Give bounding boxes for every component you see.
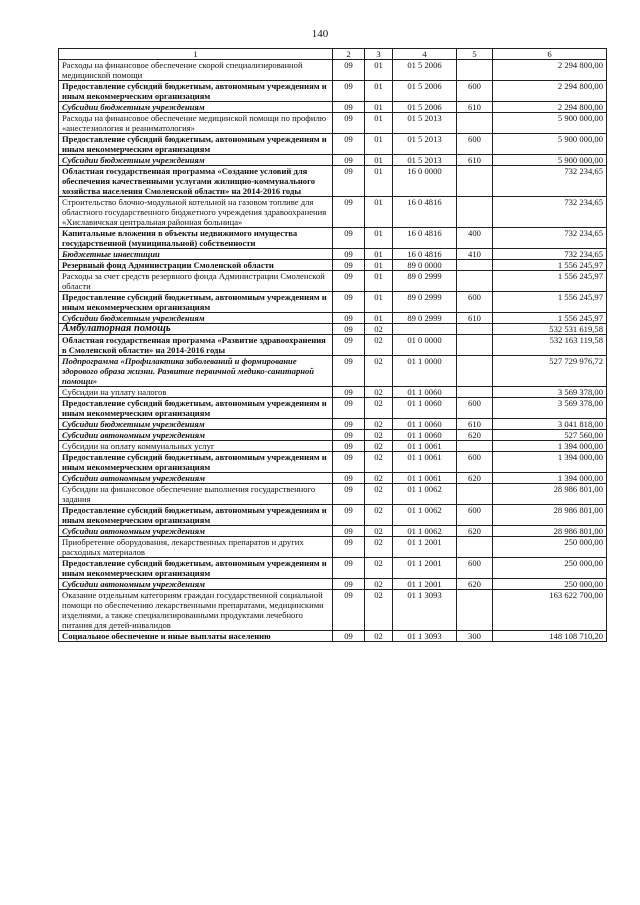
row-target-article-cell: 01 0 0000: [393, 335, 457, 356]
row-name-cell: Строительство блочно-модульной котельной на газовом топливе для областного государственного бюджетного учреждения здравоохранения «Хиславичская центральная районная больница»: [59, 197, 333, 228]
row-expense-type-cell: 600: [457, 452, 493, 473]
row-amount-cell: 1 556 245,97: [493, 271, 607, 292]
table-row: [59, 430, 607, 441]
table-row: [59, 166, 607, 197]
row-expense-type-cell: 600: [457, 81, 493, 102]
table-row: [59, 526, 607, 537]
table-row: [59, 81, 607, 102]
row-name-cell: Субсидии на уплату налогов: [59, 387, 333, 398]
row-amount-cell: 1 394 000,00: [493, 452, 607, 473]
row-expense-type-cell: [457, 60, 493, 81]
table-row: [59, 537, 607, 558]
row-expense-type-cell: [457, 387, 493, 398]
row-section-cell: 09: [333, 473, 365, 484]
header-col-1: 1: [59, 49, 333, 60]
row-amount-cell: 250 000,00: [493, 537, 607, 558]
row-amount-cell: 5 900 000,00: [493, 113, 607, 134]
row-expense-type-cell: [457, 197, 493, 228]
row-amount-cell: 163 622 700,00: [493, 590, 607, 631]
row-amount-cell: 148 108 710,20: [493, 631, 607, 642]
row-subsection-cell: 02: [365, 335, 393, 356]
row-name-cell: Социальное обеспечение и иные выплаты населению: [59, 631, 333, 642]
page-number: 140: [311, 28, 329, 40]
table-row: [59, 473, 607, 484]
row-subsection-cell: 01: [365, 134, 393, 155]
row-section-cell: 09: [333, 590, 365, 631]
row-section-cell: 09: [333, 631, 365, 642]
row-amount-cell: 250 000,00: [493, 579, 607, 590]
row-name-cell: Капитальные вложения в объекты недвижимого имущества государственной (муниципальной) собственности: [59, 228, 333, 249]
row-section-cell: 09: [333, 441, 365, 452]
row-subsection-cell: 02: [365, 505, 393, 526]
row-target-article-cell: 89 0 0000: [393, 260, 457, 271]
row-section-cell: 09: [333, 398, 365, 419]
row-expense-type-cell: 620: [457, 579, 493, 590]
row-section-cell: 09: [333, 335, 365, 356]
row-name-cell: Субсидии бюджетным учреждениям: [59, 155, 333, 166]
row-amount-cell: 3 569 378,00: [493, 398, 607, 419]
row-section-cell: 09: [333, 260, 365, 271]
row-expense-type-cell: [457, 166, 493, 197]
row-target-article-cell: 01 1 0061: [393, 441, 457, 452]
row-expense-type-cell: 600: [457, 505, 493, 526]
row-amount-cell: 2 294 800,00: [493, 81, 607, 102]
row-name-cell: Расходы за счет средств резервного фонда Администрации Смоленской области: [59, 271, 333, 292]
row-target-article-cell: 16 0 4816: [393, 197, 457, 228]
row-expense-type-cell: 620: [457, 473, 493, 484]
row-amount-cell: 250 000,00: [493, 558, 607, 579]
row-section-cell: 09: [333, 271, 365, 292]
table-row: [59, 441, 607, 452]
row-section-cell: 09: [333, 430, 365, 441]
row-subsection-cell: 02: [365, 324, 393, 335]
row-name-cell: Приобретение оборудования, лекарственных препаратов и других расходных материалов: [59, 537, 333, 558]
row-name-cell: Предоставление субсидий бюджетным, автономным учреждениям и иным некоммерческим организациям: [59, 558, 333, 579]
row-section-cell: 09: [333, 249, 365, 260]
row-subsection-cell: 02: [365, 484, 393, 505]
row-name-cell: Подпрограмма «Профилактика заболеваний и формирование здорового образа жизни. Развитие первичной медико-санитарной помощи»: [59, 356, 333, 387]
row-subsection-cell: 01: [365, 166, 393, 197]
row-target-article-cell: 01 1 3093: [393, 590, 457, 631]
row-subsection-cell: 01: [365, 292, 393, 313]
row-amount-cell: 532 163 119,58: [493, 335, 607, 356]
row-subsection-cell: 02: [365, 473, 393, 484]
table-header-row: [59, 49, 607, 60]
table-row: [59, 313, 607, 324]
row-name-cell: Субсидии бюджетным учреждениям: [59, 313, 333, 324]
row-subsection-cell: 01: [365, 228, 393, 249]
row-target-article-cell: 01 5 2013: [393, 155, 457, 166]
row-subsection-cell: 01: [365, 271, 393, 292]
row-target-article-cell: [393, 324, 457, 335]
table-row: [59, 505, 607, 526]
row-section-cell: 09: [333, 484, 365, 505]
table-row: [59, 579, 607, 590]
row-target-article-cell: 89 0 2999: [393, 313, 457, 324]
row-subsection-cell: 02: [365, 590, 393, 631]
row-subsection-cell: 02: [365, 452, 393, 473]
table-row: [59, 558, 607, 579]
row-name-cell: Резервный фонд Администрации Смоленской области: [59, 260, 333, 271]
row-name-cell: Расходы на финансовое обеспечение скорой специализированной медицинской помощи: [59, 60, 333, 81]
row-section-cell: 09: [333, 387, 365, 398]
table-row: [59, 631, 607, 642]
row-expense-type-cell: 600: [457, 134, 493, 155]
row-name-cell: Субсидии автономным учреждениям: [59, 579, 333, 590]
header-col-3: 3: [365, 49, 393, 60]
row-target-article-cell: 01 1 0062: [393, 526, 457, 537]
row-expense-type-cell: [457, 271, 493, 292]
row-name-cell: Субсидии автономным учреждениям: [59, 473, 333, 484]
row-section-cell: 09: [333, 537, 365, 558]
header-col-6: 6: [493, 49, 607, 60]
table-row: [59, 134, 607, 155]
row-subsection-cell: 01: [365, 102, 393, 113]
row-section-cell: 09: [333, 102, 365, 113]
row-section-cell: 09: [333, 81, 365, 102]
row-target-article-cell: 01 1 3093: [393, 631, 457, 642]
table-row: [59, 292, 607, 313]
row-target-article-cell: 01 5 2006: [393, 81, 457, 102]
row-expense-type-cell: 620: [457, 430, 493, 441]
row-amount-cell: 732 234,65: [493, 249, 607, 260]
row-name-cell: Предоставление субсидий бюджетным, автономным учреждениям и иным некоммерческим организациям: [59, 292, 333, 313]
row-target-article-cell: 01 1 0060: [393, 387, 457, 398]
row-subsection-cell: 02: [365, 526, 393, 537]
row-subsection-cell: 02: [365, 441, 393, 452]
row-expense-type-cell: 610: [457, 313, 493, 324]
row-subsection-cell: 02: [365, 430, 393, 441]
row-amount-cell: 1 556 245,97: [493, 292, 607, 313]
row-amount-cell: 28 986 801,00: [493, 526, 607, 537]
row-subsection-cell: 01: [365, 249, 393, 260]
table-row: [59, 387, 607, 398]
row-section-cell: 09: [333, 419, 365, 430]
row-name-cell: Субсидии на финансовое обеспечение выполнения государственного задания: [59, 484, 333, 505]
row-target-article-cell: 01 5 2006: [393, 102, 457, 113]
row-target-article-cell: 01 1 0062: [393, 484, 457, 505]
row-section-cell: 09: [333, 452, 365, 473]
row-target-article-cell: 16 0 4816: [393, 228, 457, 249]
row-amount-cell: 5 900 000,00: [493, 155, 607, 166]
row-section-cell: 09: [333, 60, 365, 81]
row-name-cell: Субсидии бюджетным учреждениям: [59, 102, 333, 113]
row-expense-type-cell: [457, 441, 493, 452]
row-subsection-cell: 01: [365, 155, 393, 166]
row-target-article-cell: 01 1 0061: [393, 473, 457, 484]
table-row: [59, 271, 607, 292]
row-expense-type-cell: 620: [457, 526, 493, 537]
row-section-cell: 09: [333, 324, 365, 335]
row-target-article-cell: 89 0 2999: [393, 271, 457, 292]
row-subsection-cell: 02: [365, 356, 393, 387]
row-target-article-cell: 16 0 4816: [393, 249, 457, 260]
row-target-article-cell: 01 5 2013: [393, 113, 457, 134]
row-section-cell: 09: [333, 113, 365, 134]
row-name-cell: Субсидии бюджетным учреждениям: [59, 419, 333, 430]
row-name-cell: Субсидии на оплату коммунальных услуг: [59, 441, 333, 452]
row-subsection-cell: 02: [365, 419, 393, 430]
row-amount-cell: 1 394 000,00: [493, 473, 607, 484]
row-expense-type-cell: [457, 590, 493, 631]
row-amount-cell: 532 531 619,58: [493, 324, 607, 335]
row-name-cell: Субсидии автономным учреждениям: [59, 430, 333, 441]
row-amount-cell: 1 394 000,00: [493, 441, 607, 452]
row-subsection-cell: 02: [365, 387, 393, 398]
row-subsection-cell: 01: [365, 60, 393, 81]
row-name-cell: Областная государственная программа «Создание условий для обеспечения качественными услугами жилищно-коммунального хозяйства населения Смоленской области» на 2014-2016 годы: [59, 166, 333, 197]
row-subsection-cell: 02: [365, 631, 393, 642]
table-row: [59, 398, 607, 419]
row-amount-cell: 732 234,65: [493, 197, 607, 228]
row-expense-type-cell: 300: [457, 631, 493, 642]
row-expense-type-cell: [457, 324, 493, 335]
row-expense-type-cell: 600: [457, 292, 493, 313]
row-section-cell: 09: [333, 526, 365, 537]
row-subsection-cell: 01: [365, 81, 393, 102]
row-expense-type-cell: [457, 484, 493, 505]
table-row: [59, 590, 607, 631]
row-amount-cell: 2 294 800,00: [493, 102, 607, 113]
row-name-cell: Субсидии автономным учреждениям: [59, 526, 333, 537]
row-amount-cell: 527 729 976,72: [493, 356, 607, 387]
row-name-cell: Областная государственная программа «Развитие здравоохранения в Смоленской области» на 2014-2016 годы: [59, 335, 333, 356]
row-expense-type-cell: [457, 335, 493, 356]
row-name-cell: Расходы на финансовое обеспечение медицинской помощи по профилю «анестезиология и реаниматология»: [59, 113, 333, 134]
row-section-cell: 09: [333, 558, 365, 579]
table-row: [59, 197, 607, 228]
row-name-cell: Бюджетные инвестиции: [59, 249, 333, 260]
table-row: [59, 155, 607, 166]
row-name-cell: Оказание отдельным категориям граждан государственной социальной помощи по обеспечению лекарственными препаратами, медицинскими изделиями, а также специализированными продуктами лечебного питания для детей-инвалидов: [59, 590, 333, 631]
row-expense-type-cell: 400: [457, 228, 493, 249]
row-amount-cell: 1 556 245,97: [493, 260, 607, 271]
row-target-article-cell: 89 0 2999: [393, 292, 457, 313]
row-amount-cell: 732 234,65: [493, 166, 607, 197]
row-target-article-cell: 01 1 0060: [393, 419, 457, 430]
table-row: [59, 113, 607, 134]
row-section-cell: 09: [333, 166, 365, 197]
table-row: [59, 324, 607, 335]
row-target-article-cell: 01 1 0060: [393, 430, 457, 441]
row-name-cell: Предоставление субсидий бюджетным, автономным учреждениям и иным некоммерческим организациям: [59, 398, 333, 419]
row-amount-cell: 28 986 801,00: [493, 505, 607, 526]
table-row: [59, 484, 607, 505]
row-subsection-cell: 02: [365, 558, 393, 579]
table-row: [59, 419, 607, 430]
header-col-4: 4: [393, 49, 457, 60]
row-expense-type-cell: 600: [457, 558, 493, 579]
row-expense-type-cell: 610: [457, 419, 493, 430]
table-row: [59, 60, 607, 81]
row-expense-type-cell: [457, 537, 493, 558]
table-body: [59, 60, 607, 642]
row-amount-cell: 732 234,65: [493, 228, 607, 249]
row-name-cell: Предоставление субсидий бюджетным, автономным учреждениям и иным некоммерческим организациям: [59, 81, 333, 102]
row-target-article-cell: 01 1 2001: [393, 558, 457, 579]
row-amount-cell: 1 556 245,97: [493, 313, 607, 324]
row-target-article-cell: 01 5 2013: [393, 134, 457, 155]
row-subsection-cell: 02: [365, 537, 393, 558]
row-section-cell: 09: [333, 292, 365, 313]
row-section-cell: 09: [333, 155, 365, 166]
table-row: [59, 228, 607, 249]
row-expense-type-cell: [457, 356, 493, 387]
row-section-cell: 09: [333, 134, 365, 155]
row-amount-cell: 5 900 000,00: [493, 134, 607, 155]
row-target-article-cell: 01 1 2001: [393, 579, 457, 590]
row-subsection-cell: 01: [365, 197, 393, 228]
row-subsection-cell: 01: [365, 260, 393, 271]
row-name-cell: Предоставление субсидий бюджетным, автономным учреждениям и иным некоммерческим организациям: [59, 505, 333, 526]
row-target-article-cell: 01 1 0061: [393, 452, 457, 473]
row-amount-cell: 527 560,00: [493, 430, 607, 441]
row-amount-cell: 2 294 800,00: [493, 60, 607, 81]
row-section-cell: 09: [333, 356, 365, 387]
row-target-article-cell: 01 1 2001: [393, 537, 457, 558]
header-col-5: 5: [457, 49, 493, 60]
row-name-cell: Предоставление субсидий бюджетным, автономным учреждениям и иным некоммерческим организациям: [59, 134, 333, 155]
row-section-cell: 09: [333, 505, 365, 526]
row-expense-type-cell: 410: [457, 249, 493, 260]
row-subsection-cell: 01: [365, 313, 393, 324]
row-target-article-cell: 16 0 0000: [393, 166, 457, 197]
table-row: [59, 102, 607, 113]
row-section-cell: 09: [333, 197, 365, 228]
row-expense-type-cell: [457, 113, 493, 134]
row-subsection-cell: 02: [365, 398, 393, 419]
row-subsection-cell: 01: [365, 113, 393, 134]
table-row: [59, 260, 607, 271]
row-amount-cell: 3 569 378,00: [493, 387, 607, 398]
row-target-article-cell: 01 1 0062: [393, 505, 457, 526]
row-section-cell: 09: [333, 579, 365, 590]
row-section-cell: 09: [333, 313, 365, 324]
row-name-cell: Амбулаторная помощь: [59, 324, 333, 335]
table-row: [59, 249, 607, 260]
row-target-article-cell: 01 1 0060: [393, 398, 457, 419]
row-subsection-cell: 02: [365, 579, 393, 590]
row-expense-type-cell: 610: [457, 102, 493, 113]
row-expense-type-cell: 610: [457, 155, 493, 166]
row-target-article-cell: 01 1 0000: [393, 356, 457, 387]
row-expense-type-cell: 600: [457, 398, 493, 419]
budget-table: [58, 48, 607, 642]
table-row: [59, 356, 607, 387]
row-name-cell: Предоставление субсидий бюджетным, автономным учреждениям и иным некоммерческим организациям: [59, 452, 333, 473]
row-target-article-cell: 01 5 2006: [393, 60, 457, 81]
header-col-2: 2: [333, 49, 365, 60]
table-row: [59, 452, 607, 473]
row-expense-type-cell: [457, 260, 493, 271]
row-section-cell: 09: [333, 228, 365, 249]
table-row: [59, 335, 607, 356]
row-amount-cell: 3 041 818,00: [493, 419, 607, 430]
row-amount-cell: 28 986 801,00: [493, 484, 607, 505]
